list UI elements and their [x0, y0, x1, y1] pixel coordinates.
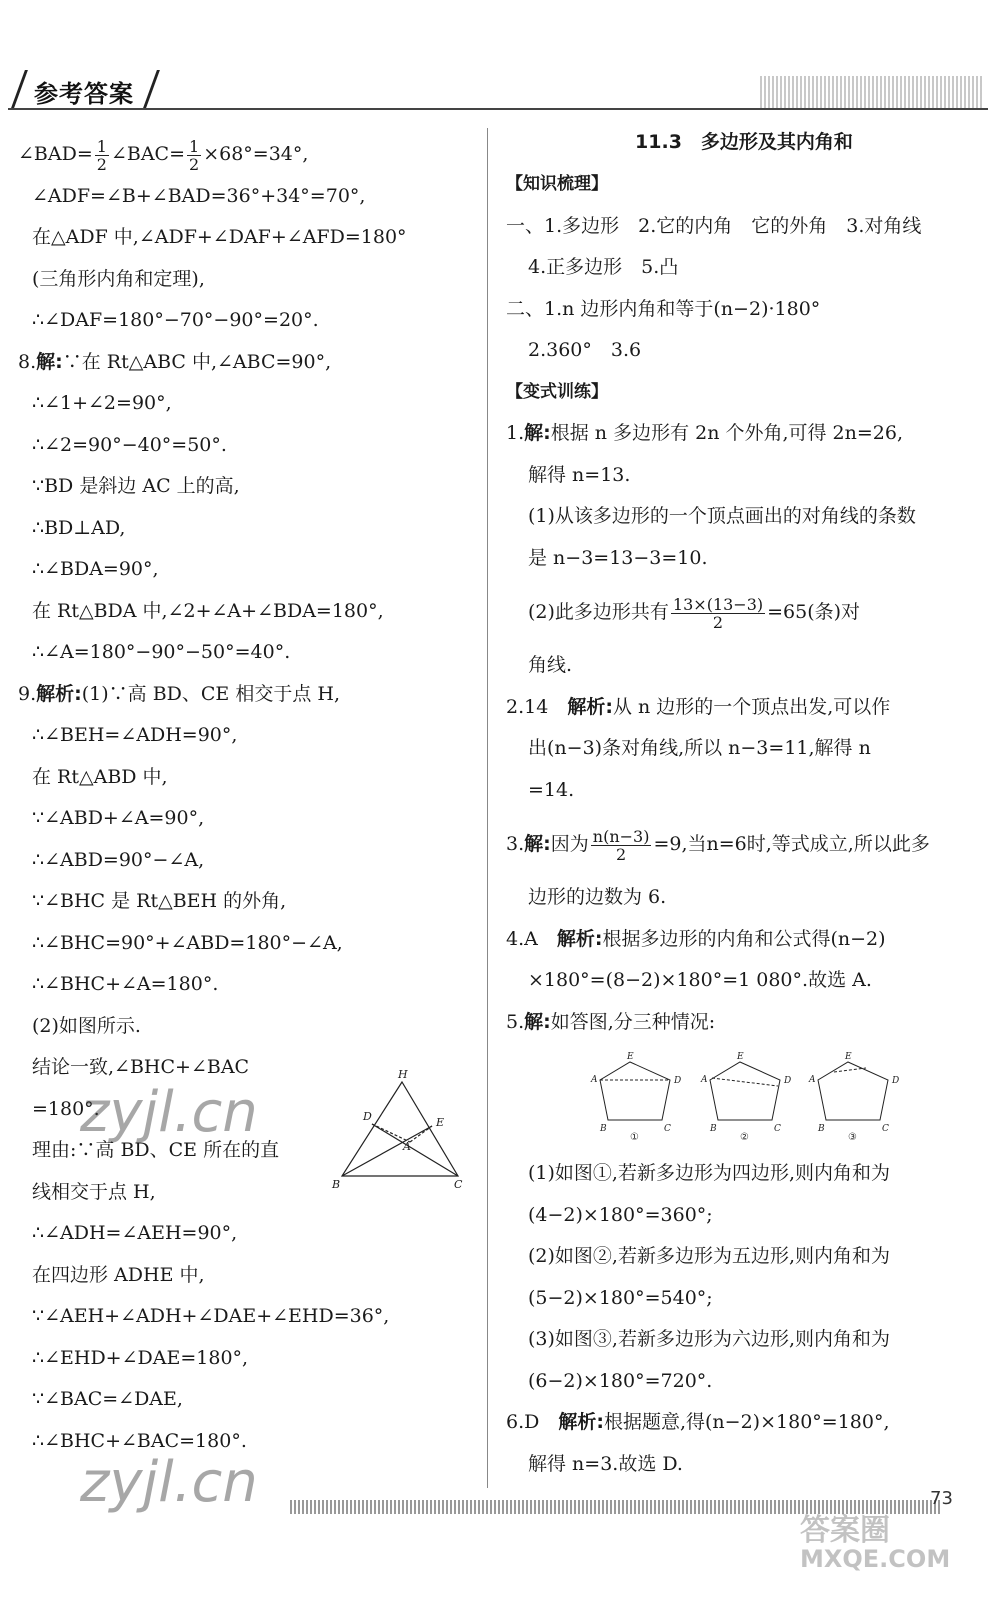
- header-pattern: [760, 76, 982, 108]
- section-heading: 【知识梳理】: [506, 174, 608, 194]
- text-line: 结论一致,∠BHC+∠BAC: [32, 1056, 250, 1078]
- text-line: 在四边形 ADHE 中,: [32, 1263, 205, 1286]
- page-header: [0, 0, 996, 120]
- text-line: ∵∠AEH+∠ADH+∠DAE+∠EHD=36°,: [32, 1305, 390, 1327]
- question-number: 9.: [18, 682, 37, 705]
- figure-label-2: ②: [740, 1132, 749, 1142]
- answer-value: A: [524, 927, 557, 950]
- text-line: [506, 579, 982, 645]
- text-line: 4.正多边形 5.凸: [528, 256, 679, 278]
- fraction: [671, 596, 765, 631]
- text-line: ∴∠BEH=∠ADH=90°,: [32, 724, 238, 746]
- fraction-denominator: 2: [96, 154, 107, 174]
- fraction-numerator: 1: [96, 136, 107, 156]
- text-line: ∵∠BAC=∠DAE,: [32, 1388, 183, 1410]
- question-3: [506, 811, 982, 877]
- text-line: 角线.: [528, 654, 573, 676]
- label-e: E: [737, 1052, 744, 1062]
- label-d: D: [784, 1076, 792, 1086]
- text-segment: ×68°=34°,: [203, 143, 309, 165]
- question-4: [506, 919, 982, 961]
- question-6: [506, 1402, 982, 1444]
- watermark: zyjl.cn: [80, 1080, 258, 1145]
- label-a: A: [403, 1140, 411, 1153]
- text-segment: 因为: [550, 833, 589, 855]
- label-b: B: [332, 1178, 341, 1191]
- text-line: 边形的边数为 6.: [528, 886, 667, 908]
- text-line: ∵BD 是斜边 AC 上的高,: [32, 475, 240, 497]
- text-line: (5−2)×180°=540°;: [528, 1286, 713, 1309]
- label-b: B: [600, 1124, 607, 1134]
- answer-value: D: [524, 1411, 559, 1433]
- text-line: ×180°=(8−2)×180°=1 080°.故选 A.: [528, 969, 872, 991]
- text-line: (6−2)×180°=720°.: [528, 1369, 713, 1392]
- label-a: A: [809, 1075, 816, 1085]
- fraction-denominator: 2: [189, 154, 200, 174]
- text-segment: 从 n 边形的一个顶点出发,可以作: [612, 695, 891, 718]
- section-heading: 【变式训练】: [506, 381, 608, 402]
- left-column: [18, 134, 483, 1462]
- question-number: 3.: [506, 833, 525, 855]
- answer-tag: 解:: [524, 1010, 551, 1033]
- label-d: D: [892, 1076, 900, 1086]
- cut-line-3: [834, 1068, 866, 1072]
- text-line: ∴∠A=180°−90°−50°=40°.: [32, 641, 291, 663]
- text-segment: =65(条)对: [767, 601, 861, 623]
- pentagon-2: [710, 1062, 780, 1120]
- text-segment: 如答图,分三种情况:: [550, 1010, 716, 1033]
- answer-tag: 解析:: [36, 682, 82, 705]
- label-b: B: [710, 1124, 717, 1134]
- text-line: (1)如图①,若新多边形为四边形,则内角和为: [528, 1162, 890, 1184]
- fraction-numerator: 13×(13−3): [672, 594, 764, 614]
- text-segment: ∠BAC=: [110, 143, 186, 165]
- page-number: 73: [930, 1488, 953, 1509]
- text-line: ∴∠BHC+∠A=180°.: [32, 973, 219, 995]
- answer-tag: 解:: [524, 422, 551, 444]
- answer-tag: 解:: [524, 833, 551, 855]
- text-segment: ∠BAD=: [18, 143, 93, 165]
- label-c: C: [882, 1124, 889, 1134]
- text-line: ∴∠ABD=90°−∠A,: [32, 848, 205, 871]
- fraction-denominator: 2: [616, 844, 627, 864]
- header-slash: [143, 70, 160, 108]
- text-line: ∴∠DAF=180°−70°−90°=20°.: [32, 309, 319, 331]
- text-line: ∴∠BDA=90°,: [32, 558, 159, 580]
- text-segment: 根据多边形的内角和公式得(n−2): [602, 927, 886, 950]
- text-segment: ∵在 Rt△ABC 中,∠ABC=90°,: [62, 350, 332, 373]
- label-a: A: [701, 1075, 708, 1085]
- label-h: H: [398, 1068, 408, 1081]
- text-line: ∴∠ADH=∠AEH=90°,: [32, 1222, 238, 1244]
- question-2: [506, 687, 982, 729]
- text-line: 在△ADF 中,∠ADF+∠DAF+∠AFD=180°: [32, 226, 407, 248]
- question-number: 8.: [18, 350, 37, 373]
- fraction-numerator: 1: [189, 136, 200, 156]
- fraction: [187, 138, 201, 173]
- column-divider: [487, 128, 488, 1488]
- watermark: 答案圈: [800, 1513, 890, 1548]
- label-e: E: [436, 1116, 445, 1129]
- label-c: C: [454, 1178, 463, 1191]
- text-line: 一、1.多边形 2.它的内角 它的外角 3.对角线: [506, 214, 922, 237]
- label-c: C: [774, 1124, 781, 1134]
- text-segment: 根据题意,得(n−2)×180°=180°,: [603, 1411, 890, 1433]
- figure-label-3: ③: [848, 1132, 857, 1142]
- text-line: (3)如图③,若新多边形为六边形,则内角和为: [528, 1328, 890, 1350]
- label-b: B: [818, 1124, 825, 1134]
- pentagon-figures: [590, 1052, 920, 1142]
- text-segment: 根据 n 多边形有 2n 个外角,可得 2n=26,: [550, 422, 904, 444]
- text-line: 解得 n=13.: [528, 463, 631, 486]
- answer-tag: 解析:: [567, 695, 613, 718]
- fraction-numerator: n(n−3): [592, 826, 650, 846]
- text-line: (2)如图②,若新多边形为五边形,则内角和为: [528, 1245, 890, 1267]
- text-line: 2.360° 3.6: [528, 339, 642, 361]
- altitude-cd: [372, 1124, 458, 1176]
- text-line: (三角形内角和定理),: [32, 267, 205, 290]
- triangle-outline: [342, 1082, 458, 1176]
- watermark: zyjl.cn: [80, 1450, 258, 1515]
- text-line: 是 n−3=13−3=10.: [528, 546, 708, 569]
- text-line: ∴∠EHD+∠DAE=180°,: [32, 1346, 249, 1369]
- text-line: 在 Rt△ABD 中,: [32, 765, 168, 788]
- label-a: A: [591, 1075, 598, 1085]
- header-rule: [8, 108, 988, 110]
- question-5: [506, 1002, 982, 1044]
- text-line: =180°.: [32, 1097, 100, 1120]
- fraction: [591, 828, 652, 863]
- text-line: ∠ADF=∠B+∠BAD=36°+34°=70°,: [32, 184, 366, 207]
- section-title: 11.3 多边形及其内角和: [635, 131, 853, 153]
- question-number: 5.: [506, 1010, 525, 1033]
- figure-label-1: ①: [630, 1132, 639, 1142]
- triangle-figure: [330, 1068, 465, 1193]
- text-line: 理由:∵高 BD、CE 所在的直: [32, 1139, 280, 1161]
- text-segment: (2)此多边形共有: [528, 601, 669, 623]
- text-line: (4−2)×180°=360°;: [528, 1203, 713, 1226]
- answer-tag: 解:: [36, 350, 63, 373]
- text-line: 线相交于点 H,: [32, 1180, 156, 1203]
- text-line: 解得 n=3.故选 D.: [528, 1452, 683, 1475]
- text-line: 在 Rt△BDA 中,∠2+∠A+∠BDA=180°,: [32, 599, 384, 622]
- text-line: ∵∠BHC 是 Rt△BEH 的外角,: [32, 890, 287, 912]
- pentagon-3: [818, 1062, 888, 1120]
- label-d: D: [363, 1110, 372, 1123]
- text-line: ∴∠BHC+∠BAC=180°.: [32, 1429, 247, 1452]
- text-line: ∴∠BHC=90°+∠ABD=180°−∠A,: [32, 931, 343, 954]
- label-c: C: [664, 1124, 671, 1134]
- text-line: 二、1.n 边形内角和等于(n−2)·180°: [506, 297, 821, 320]
- fraction-denominator: 2: [712, 612, 724, 632]
- pentagon-1: [600, 1062, 670, 1120]
- text-line: 出(n−3)条对角线,所以 n−3=11,解得 n: [528, 737, 871, 759]
- header-title: 参考答案: [34, 80, 134, 108]
- question-1: [506, 413, 982, 455]
- question-number: 6.: [506, 1411, 525, 1433]
- text-line: (2)如图所示.: [32, 1014, 141, 1037]
- answer-tag: 解析:: [556, 927, 603, 950]
- watermark: MXQE.COM: [800, 1545, 951, 1573]
- right-column: [506, 120, 982, 1485]
- label-d: D: [674, 1076, 682, 1086]
- question-8: [18, 342, 483, 384]
- text-line: =14.: [528, 778, 575, 801]
- text-line: ∵∠ABD+∠A=90°,: [32, 807, 205, 829]
- question-number: 1.: [506, 422, 525, 444]
- label-e: E: [845, 1052, 852, 1062]
- question-number: 4.: [506, 927, 525, 950]
- fraction: [95, 138, 109, 173]
- text-segment: =9,当n=6时,等式成立,所以此多: [653, 833, 930, 855]
- text-line: ∴BD⊥AD,: [32, 516, 126, 539]
- question-9: [18, 674, 483, 716]
- text-segment: (1)∵高 BD、CE 相交于点 H,: [81, 682, 340, 705]
- answer-tag: 解析:: [558, 1411, 604, 1433]
- header-slash: [11, 70, 28, 108]
- text-line: ∴∠2=90°−40°=50°.: [32, 433, 227, 456]
- text-line: (1)从该多边形的一个顶点画出的对角线的条数: [528, 505, 916, 527]
- question-number: 2.: [506, 695, 525, 718]
- cut-line-2: [712, 1078, 778, 1086]
- answer-value: 14: [524, 695, 568, 718]
- text-line: [18, 134, 483, 176]
- label-e: E: [627, 1052, 634, 1062]
- text-line: ∴∠1+∠2=90°,: [32, 392, 172, 414]
